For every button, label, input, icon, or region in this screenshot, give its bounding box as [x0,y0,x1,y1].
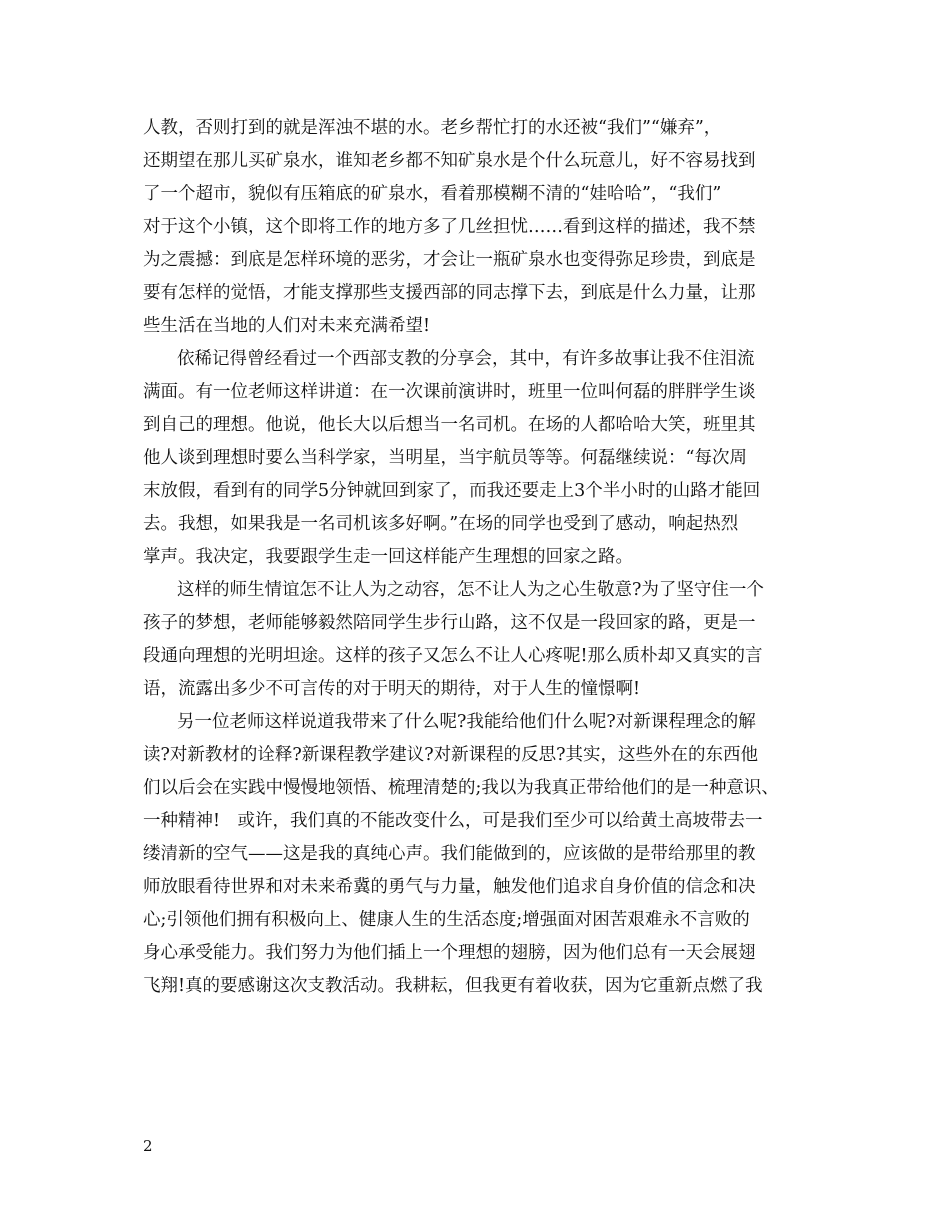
text-line: 语，流露出多少不可言传的对于明天的期待，对于人生的憧憬啊! [143,679,641,699]
text-line: 人教，否则打到的就是浑浊不堪的水。老乡帮忙打的水还被“我们”“嫌弃”， [143,118,722,138]
text-line: 末放假，看到有的同学5分钟就回到家了，而我还要走上3个半小时的山路才能回 [143,481,761,501]
text-line: 师放眼看待世界和对未来希冀的勇气与力量，触发他们追求自身价值的信念和决 [143,877,756,897]
body-text [143,112,805,1003]
text-line: 心;引领他们拥有积极向上、健康人生的生活态度;增强面对困苦艰难永不言败的 [143,910,750,930]
text-line: 去。我想，如果我是一名司机该多好啊。”在场的同学也受到了感动，响起热烈 [143,514,739,534]
text-line: 读?对新教材的诠释?新课程教学建议?对新课程的反思?其实，这些外在的东西他 [143,745,759,765]
text-line: 掌声。我决定，我要跟学生走一回这样能产生理想的回家之路。 [143,547,633,567]
text-line: 对于这个小镇，这个即将工作的地方多了几丝担忧……看到这样的描述，我不禁 [143,217,756,237]
text-line: 还期望在那儿买矿泉水，谁知老乡都不知矿泉水是个什么玩意儿，好不容易找到 [143,151,756,171]
text-line: 们以后会在实践中慢慢地领悟、梳理清楚的;我以为我真正带给他们的是一种意识、 [143,778,779,798]
text-line: 他人谈到理想时要么当科学家，当明星，当宇航员等等。何磊继续说：“每次周 [143,448,747,468]
text-line: 些生活在当地的人们对未来充满希望! [143,316,431,336]
text-line: 依稀记得曾经看过一个西部支教的分享会，其中，有许多故事让我不住泪流 [177,349,755,369]
text-line: 一种精神! 或许，我们真的不能改变什么，可是我们至少可以给黄土高坡带去一 [143,811,763,831]
text-line: 段通向理想的光明坦途。这样的孩子又怎么不让人心疼呢!那么质朴却又真实的言 [143,646,763,666]
text-line: 这样的师生情谊怎不让人为之动容，怎不让人为之心生敬意?为了坚守住一个 [177,580,764,600]
text-line: 到自己的理想。他说，他长大以后想当一名司机。在场的人都哈哈大笑，班里其 [143,415,756,435]
text-line: 飞翔!真的要感谢这次支教活动。我耕耘，但我更有着收获，因为它重新点燃了我 [143,976,763,996]
page-number: 2 [143,1137,153,1155]
text-line: 身心承受能力。我们努力为他们插上一个理想的翅膀，因为他们总有一天会展翅 [143,943,756,963]
text-line: 另一位老师这样说道我带来了什么呢?我能给他们什么呢?对新课程理念的解 [177,712,756,732]
text-line: 要有怎样的觉悟，才能支撑那些支援西部的同志撑下去，到底是什么力量，让那 [143,283,756,303]
text-line: 孩子的梦想，老师能够毅然陪同学生步行山路，这不仅是一段回家的路，更是一 [143,613,756,633]
text-line: 缕清新的空气——这是我的真纯心声。我们能做到的，应该做的是带给那里的教 [143,844,756,864]
text-line: 了一个超市，貌似有压箱底的矿泉水，看着那模糊不清的“娃哈哈”，“我们” [143,184,722,204]
text-line: 满面。有一位老师这样讲道：在一次课前演讲时，班里一位叫何磊的胖胖学生谈 [143,382,756,402]
text-line: 为之震撼：到底是怎样环境的恶劣，才会让一瓶矿泉水也变得弥足珍贵，到底是 [143,250,756,270]
